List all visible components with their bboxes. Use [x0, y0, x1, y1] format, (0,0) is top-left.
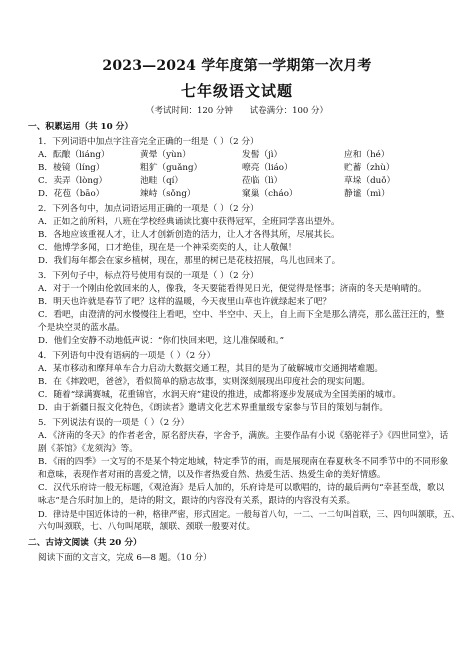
option-cell: 莅临（lì） — [242, 176, 283, 186]
option-cell: 静谧（mì） — [344, 189, 390, 199]
question-4-option-c: C．随着“绿满赛城，花重锦官，水润天府”建设的推进，成都将逐步发展成为全国美丽的城市。 — [38, 390, 402, 400]
question-5-stem: 5．下列说法有误的一项是（ ）（2 分） — [38, 418, 190, 428]
question-1-stem: 1．下列词语中加点字注音完全正确的一组是（ ）（2 分） — [38, 137, 259, 147]
question-4-option-a: A．某市移动和摩拜单车合力启动大数据交通工程，其目的是为了破解城市交通拥堵难题。 — [38, 364, 384, 374]
question-1-row-d — [38, 188, 446, 200]
question-1-row-b — [38, 162, 446, 174]
full-score: 试卷满分：100 分） — [249, 106, 329, 116]
option-cell: D．花苞（bāo） — [38, 189, 105, 199]
option-cell: 应和（hé） — [344, 150, 390, 160]
option-cell: 黄晕（yùn） — [140, 150, 191, 160]
option-cell: B．棱镜（líng） — [38, 163, 105, 173]
option-cell: 池畦（qí） — [140, 176, 184, 186]
option-cell: 窠巢（cháo） — [242, 189, 298, 199]
question-5-option-a-cont: 剧《茶馆》《龙须沟》等。 — [38, 444, 138, 454]
section-2-intro: 阅读下面的文言文，完成 6—8 题。（10 分） — [38, 553, 212, 563]
question-5-option-c-cont: 咏志”是合乐时加上的，是诗的附文，跟诗的内容没有关系，跟诗的内容没有关系。 — [38, 496, 356, 506]
question-4-option-d: D．由于新疆日报文化特色，《朗读者》邀请文化艺术界重量级专家参与节目的策划与制作。 — [38, 403, 389, 413]
option-cell: C．卖弄（lòng） — [38, 176, 108, 186]
question-5-option-c: C．汉代乐府诗一般无标题，《观沧海》是后人加的，乐府诗是可以歌唱的，诗的最后两句“幸甚至哉，歌以 — [38, 483, 445, 493]
question-5-option-d-cont: 六句叫颈联，七、八句叫尾联，颔联、颈联一般要对仗。 — [38, 522, 256, 532]
question-1-row-c — [38, 175, 446, 187]
question-3-option-d: D．他们全安静不动地低声说：“你们快回来吧，这儿准保暖和。” — [38, 336, 285, 346]
question-4-option-b: B．在《摔跤吧，爸爸》，看似简单的励志故事，实则深刻展现出印度社会的现实问题。 — [38, 377, 371, 387]
exam-meta — [0, 104, 474, 116]
option-cell: A．酝酿（liáng） — [38, 150, 110, 160]
question-5-option-b-cont: 和意味，表现作者对雨的喜爱之情，以及作者热爱自然、热爱生活、热爱生命的美好情感。 — [38, 470, 386, 480]
question-5-option-d: D．律诗是中国近体诗的一种，格律严密，形式固定。一般每首八句，一二、一二句叫首联，三、四句叫颔联，五、 — [38, 509, 460, 519]
exam-time: （考试时间：120 分钟 — [145, 106, 233, 116]
question-4-stem: 4．下列语句中没有语病的一项是（ ）（2 分） — [38, 351, 216, 361]
question-2-option-a: A．正如之前所料，八班在学校经典诵读比赛中获得冠军，全班同学喜出望外。 — [38, 217, 340, 227]
option-cell: 发髻（jì） — [242, 150, 283, 160]
question-3-option-c: C．看吧，由澄清的河水慢慢往上看吧，空中、半空中、天上，自上而下全是那么清亮，那么蓝汪汪的，整 — [38, 310, 445, 320]
option-cell: 草垛（duǒ） — [344, 176, 396, 186]
option-cell: 竦峙（sǒng） — [140, 189, 196, 199]
section-heading-2: 二、古诗文阅读（共 20 分） — [28, 538, 142, 548]
question-5-option-a: A．《济南的冬天》的作者老舍，原名舒庆春，字舍予，满族。主要作品有小说《骆驼祥子》《四世同堂》，话 — [38, 431, 449, 441]
question-2-stem: 2．下列各句中，加点词语运用正确的一项是（ ）（2 分） — [38, 204, 259, 214]
question-3-option-c-cont: 个是块空灵的蓝水晶。 — [38, 323, 125, 333]
section-heading-1: 一、积累运用（共 10 分） — [28, 122, 134, 132]
option-cell: 贮蓄（zhù） — [344, 163, 395, 173]
question-2-option-d: D．我们每年都会在家乡植树，现在，那里的树已是花枝招展，鸟儿也回来了。 — [38, 256, 341, 266]
question-5-option-b: B．《雨的四季》一文写的不是某个特定地域，特定季节的雨，而是展现南在春夏秋冬不同季节中的不同形象 — [38, 457, 449, 467]
exam-subtitle: 七年级语文试题 — [180, 82, 293, 100]
exam-title: 2023—2024 学年度第一学期第一次月考 — [102, 58, 372, 74]
question-1-row-a — [38, 149, 446, 161]
question-3-option-a: A．对于一个刚由伦敦回来的人，像我，冬天要能看得见日光，便觉得是怪事；济南的冬天是响晴的。 — [38, 284, 427, 294]
question-3-option-b: B．明天也许就是春节了吧？这样的温暖，今天夜里山草也许就绿起来了吧？ — [38, 297, 332, 307]
question-3-stem: 3．下列句子中，标点符号使用有误的一项是（ ）（2 分） — [38, 271, 259, 281]
option-cell: 粗犷（guǎng） — [140, 163, 203, 173]
question-2-option-c: C．他博学多闻，口才绝佳，现在是一个神采奕奕的人，让人敬佩！ — [38, 243, 297, 253]
option-cell: 嘹亮（liáo） — [242, 163, 293, 173]
question-2-option-b: B．各地应该重视人才，让人才创新创造的活力，让人才各得其所，尽展其长。 — [38, 230, 340, 240]
